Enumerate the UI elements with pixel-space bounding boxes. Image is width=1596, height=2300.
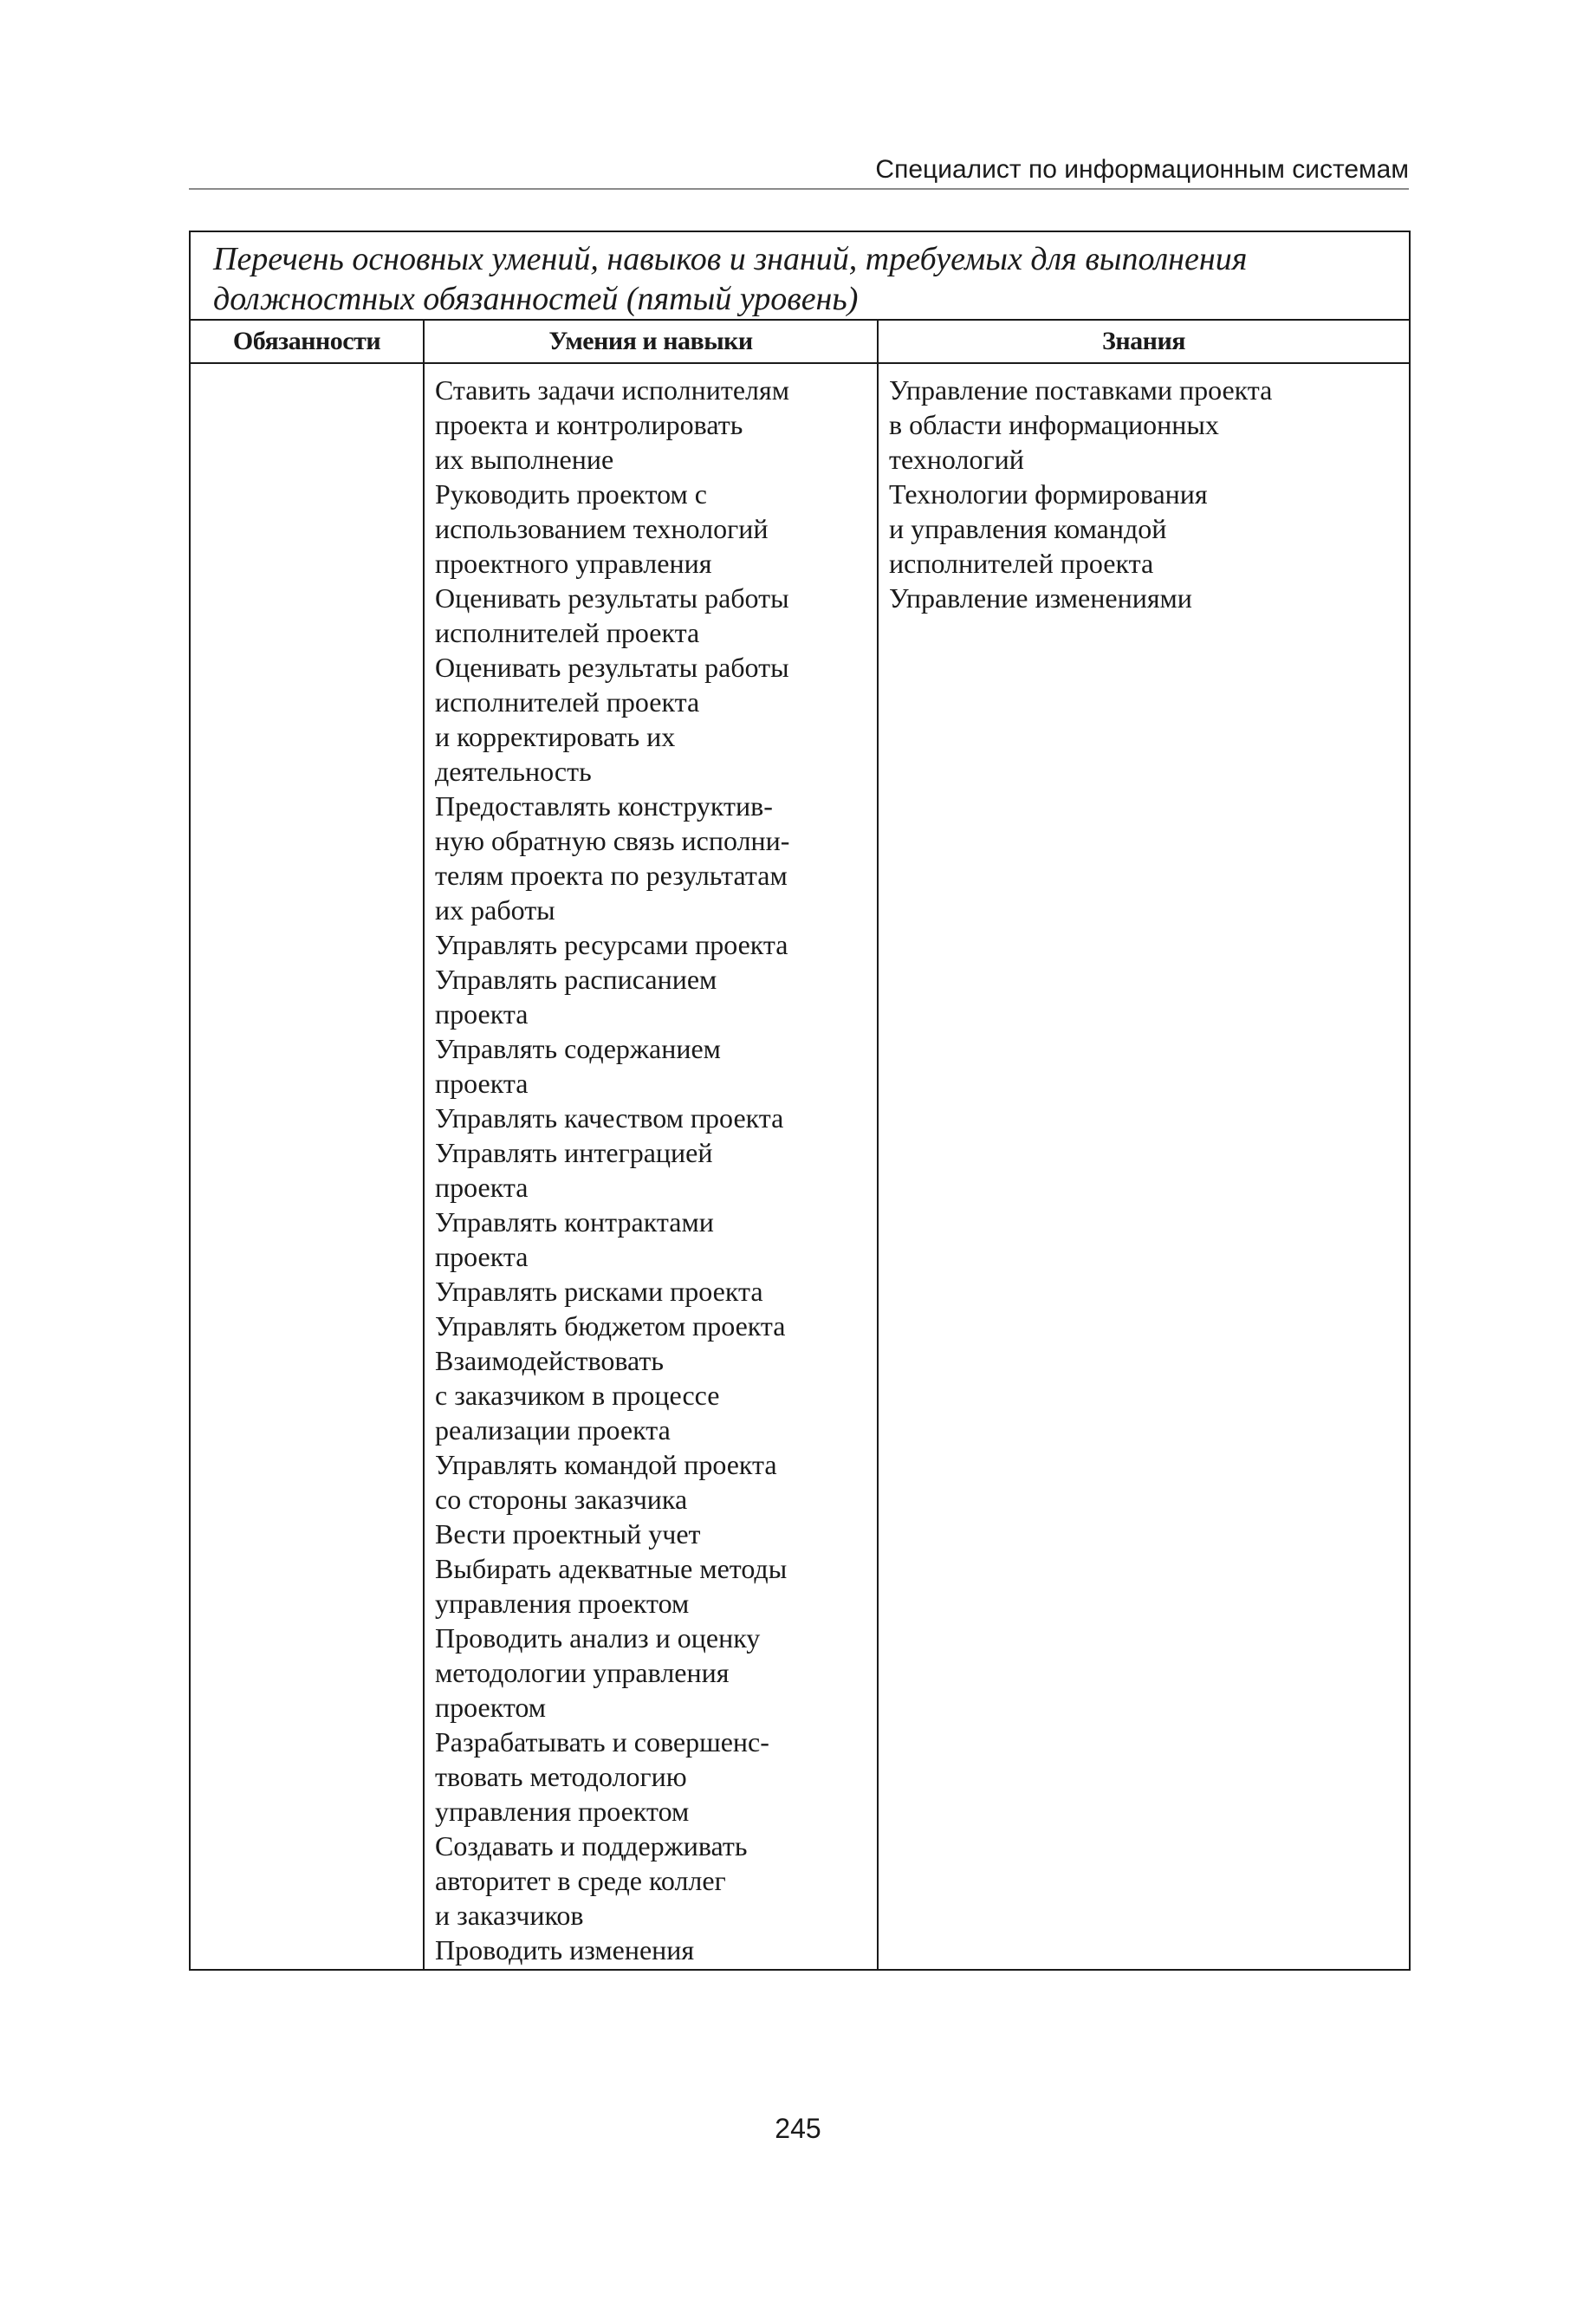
column-header-skills: Умения и навыки xyxy=(424,320,878,363)
skills-line: Предоставлять конструктив- xyxy=(435,790,773,822)
knowledge-line: Управление поставками проекта xyxy=(889,374,1273,406)
skills-line: Управлять рисками проекта xyxy=(435,1276,763,1307)
skills-line: и заказчиков xyxy=(435,1900,584,1931)
skills-line: Создавать и поддерживать xyxy=(435,1830,748,1861)
table-row xyxy=(190,363,1410,1970)
running-header: Специалист по информационным системам xyxy=(875,155,1409,184)
skills-line: их работы xyxy=(435,894,555,926)
column-header-knowledge: Знания xyxy=(878,320,1410,363)
skills-line: Управлять расписанием xyxy=(435,964,717,995)
skills-line: проектом xyxy=(435,1692,547,1723)
skills-line: авторитет в среде коллег xyxy=(435,1865,726,1896)
skills-line: Оценивать результаты работы xyxy=(435,582,789,614)
skills-line: исполнителей проекта xyxy=(435,617,700,648)
skills-line: Проводить изменения xyxy=(435,1934,695,1965)
skills-line: проекта xyxy=(435,1172,529,1203)
skills-line: Управлять интеграцией xyxy=(435,1137,713,1168)
skills-line: Проводить анализ и оценку xyxy=(435,1622,761,1654)
skills-line: проекта xyxy=(435,1068,529,1099)
skills-line: проекта xyxy=(435,998,529,1030)
skills-line: деятельность xyxy=(435,756,592,787)
skills-line: Разрабатывать и совершенс- xyxy=(435,1726,769,1757)
skills-line: и корректировать их xyxy=(435,721,676,752)
duties-cell xyxy=(190,363,424,1970)
skills-line: со стороны заказчика xyxy=(435,1484,688,1515)
skills-line: ную обратную связь исполни- xyxy=(435,825,790,856)
skills-line: Ставить задачи исполнителям xyxy=(435,374,789,406)
knowledge-cell xyxy=(878,363,1410,1970)
skills-line: Управлять командой проекта xyxy=(435,1449,777,1480)
skills-line: Управлять ресурсами проекта xyxy=(435,929,788,960)
skills-line: Взаимодействовать xyxy=(435,1345,664,1376)
skills-line: Управлять бюджетом проекта xyxy=(435,1310,786,1342)
knowledge-line: и управления командой xyxy=(889,513,1167,544)
knowledge-line: Технологии формирования xyxy=(889,478,1208,510)
skills-line: Руководить проектом с xyxy=(435,478,707,510)
skills-line: проекта xyxy=(435,1241,529,1272)
skills-line: твовать методологию xyxy=(435,1761,687,1792)
skills-line: проекта и контролировать xyxy=(435,409,743,440)
skills-line: Оценивать результаты работы xyxy=(435,652,789,683)
skills-line: с заказчиком в процессе xyxy=(435,1380,720,1411)
header-rule xyxy=(189,188,1409,190)
page-number: 245 xyxy=(775,2113,821,2144)
table-caption-row xyxy=(190,231,1410,320)
skills-cell xyxy=(424,363,878,1970)
skills-line: Управлять качеством проекта xyxy=(435,1102,784,1134)
skills-line: Управлять содержанием xyxy=(435,1033,721,1064)
column-header-duties: Обязанности xyxy=(190,320,424,363)
knowledge-line: в области информационных xyxy=(889,409,1219,440)
skills-line: Управлять контрактами xyxy=(435,1206,714,1238)
knowledge-line: исполнителей проекта xyxy=(889,548,1154,579)
skills-line: реализации проекта xyxy=(435,1414,671,1446)
skills-line: управления проектом xyxy=(435,1796,690,1827)
skills-line: методологии управления xyxy=(435,1657,730,1688)
skills-line: их выполнение xyxy=(435,444,614,475)
skills-line: использованием технологий xyxy=(435,513,769,544)
skills-line: проектного управления xyxy=(435,548,712,579)
knowledge-line: технологий xyxy=(889,444,1024,475)
skills-line: Вести проектный учет xyxy=(435,1518,701,1550)
knowledge-line: Управление изменениями xyxy=(889,582,1192,614)
table-caption: Перечень основных умений, навыков и знаний, требуемых для выполнения должностных обязанностей (пятый уровень) xyxy=(190,231,1410,320)
skills-line: исполнителей проекта xyxy=(435,686,700,718)
skills-line: управления проектом xyxy=(435,1588,690,1619)
competency-table xyxy=(189,231,1411,1971)
skills-line: телям проекта по результатам xyxy=(435,860,788,891)
table-header-row xyxy=(190,320,1410,363)
skills-line: Выбирать адекватные методы xyxy=(435,1553,788,1584)
